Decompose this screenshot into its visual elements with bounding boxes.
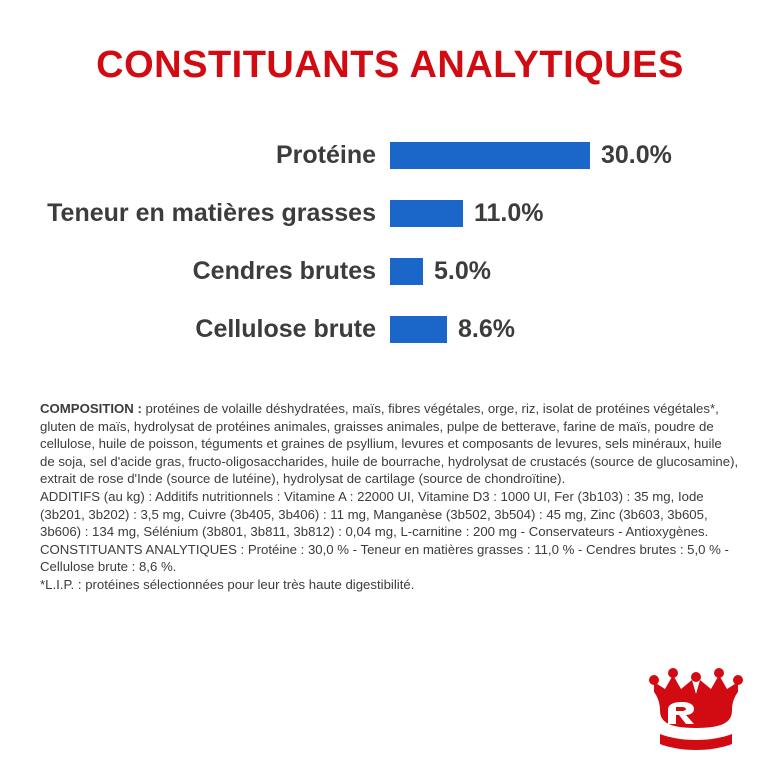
bar-fill	[390, 142, 590, 169]
bar-label: Cellulose brute	[195, 314, 376, 343]
bar-label: Protéine	[275, 140, 376, 169]
chart-row	[0, 242, 780, 300]
chart-row	[0, 184, 780, 242]
bar-value: 8.6%	[458, 314, 515, 343]
chart-row	[0, 300, 780, 358]
bar-value: 30.0%	[601, 140, 672, 169]
bar-label: Cendres brutes	[192, 256, 376, 285]
bar-fill	[390, 200, 463, 227]
royal-canin-crown-logo	[648, 666, 744, 752]
bar-track	[390, 257, 780, 286]
composition-text	[40, 400, 740, 594]
bar-fill	[390, 316, 447, 343]
page-title: CONSTITUANTS ANALYTIQUES	[96, 44, 684, 86]
bar-track	[390, 141, 780, 170]
chart-row	[0, 126, 780, 184]
bar-value: 5.0%	[434, 256, 491, 285]
analytical-constituents-chart	[0, 126, 780, 358]
additives-paragraph: ADDITIFS (au kg) : Additifs nutritionnels : Vitamine A : 22000 UI, Vitamine D3 : 1000 UI, Fer (3b103) : 35 mg, Iode (3b201, 3b202) : 3,5 mg, Cuivre (3b405, 3b406) : 11 mg, Manganèse (3b502, 3b504) : 45 mg, Zinc (3b603, 3b605, 3b606) : 134 mg, Sélénium (3b801, 3b811, 3b812) : 0,04 mg, L-carnitine : 200 mg - Conservateurs - Antioxygènes.	[40, 488, 709, 540]
composition-paragraph	[40, 400, 740, 488]
composition-lead: COMPOSITION :	[40, 401, 142, 416]
bar-value: 11.0%	[474, 198, 544, 227]
composition-body: protéines de volaille déshydratées, maïs, fibres végétales, orge, riz, isolat de protéines végétales*, gluten de maïs, hydrolysat de protéines animales, graisses animales, pulpe de betterave, farine de maïs, poudre de cellulose, huile de poisson, téguments et graines de psyllium, levures et composants de levures, sels minéraux, huile de soja, sel d'acide gras, fructo-oligosaccharides, huile de bourrache, hydrolysat de crustacés (source de glucosamine), extrait de rose d'Inde (source de lutéine), hydrolysat de cartilage (source de chondroïtine).	[40, 401, 739, 487]
footnote-paragraph: *L.I.P. : protéines sélectionnées pour leur très haute digestibilité.	[40, 576, 415, 592]
bar-fill	[390, 258, 423, 285]
bar-label: Teneur en matières grasses	[47, 198, 376, 227]
analytical-paragraph: CONSTITUANTS ANALYTIQUES : Protéine : 30,0 % - Teneur en matières grasses : 11,0 % - Cendres brutes : 5,0 % - Cellulose brute : 8,6 %.	[40, 541, 729, 575]
bar-track	[390, 315, 780, 344]
bar-track	[390, 199, 780, 228]
